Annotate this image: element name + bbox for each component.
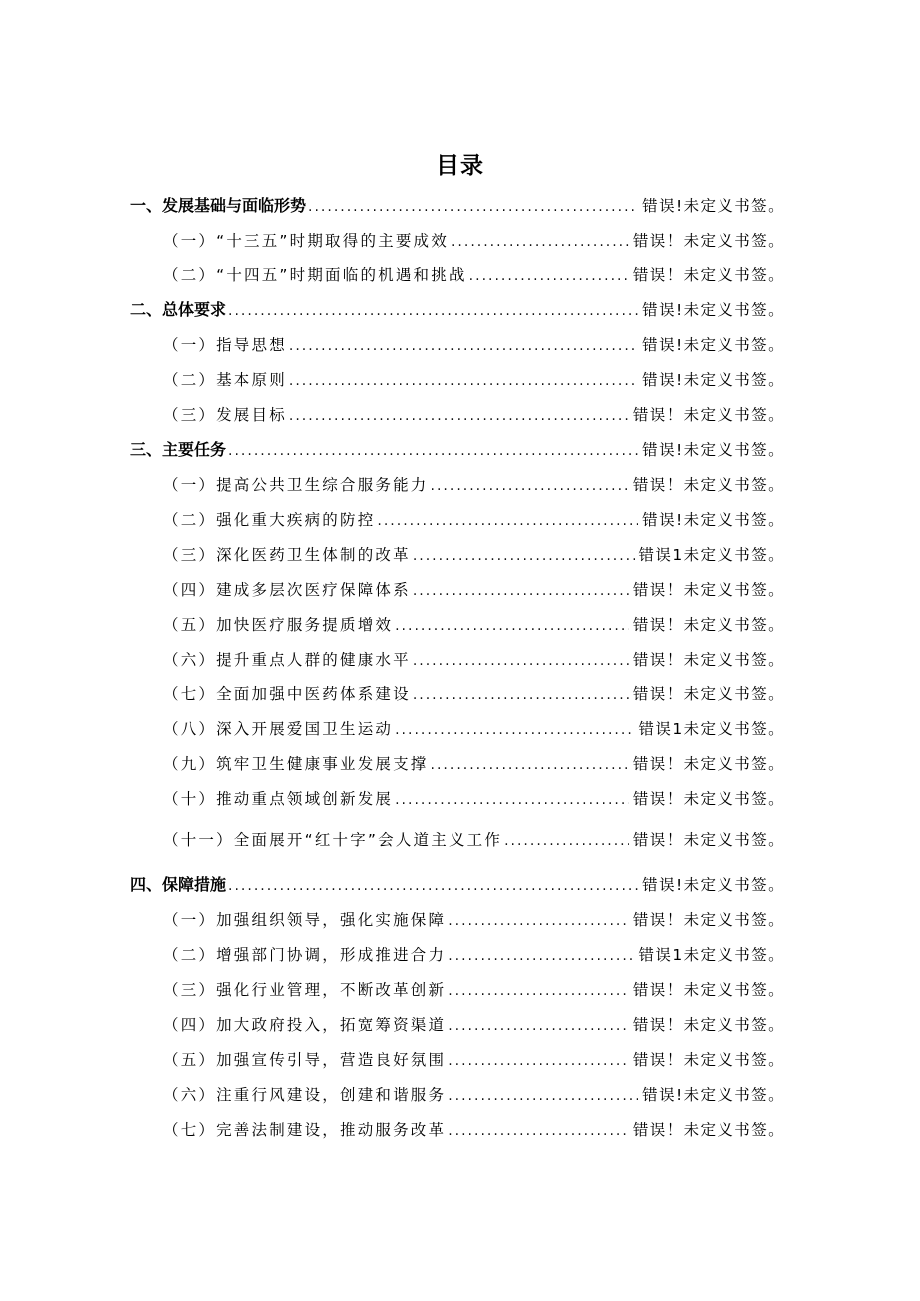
- toc-page-reference: 错误1未定义书签。: [638, 946, 785, 964]
- toc-page-reference: 错误！未定义书签。: [632, 1121, 785, 1139]
- toc-dot-leader: [228, 438, 638, 464]
- toc-dot-leader: [413, 648, 629, 674]
- toc-dot-leader: [289, 333, 638, 359]
- toc-subsection-item[interactable]: [163, 402, 785, 428]
- toc-dot-leader: [413, 543, 635, 569]
- toc-entry-text: （一）加强组织领导，强化实施保障: [163, 911, 447, 929]
- toc-dot-leader: [504, 828, 629, 854]
- toc-dot-leader: [289, 403, 629, 429]
- toc-entry-text: （一）提高公共卫生综合服务能力: [163, 476, 429, 494]
- toc-dot-leader: [308, 194, 638, 220]
- toc-dot-leader: [448, 1118, 629, 1144]
- toc-entry-text: （十）推动重点领域创新发展: [163, 790, 394, 808]
- toc-page-reference: 错误！未定义书签。: [632, 616, 785, 634]
- toc-subsection-item[interactable]: [163, 472, 785, 498]
- toc-page-reference: 错误!未定义书签。: [642, 1086, 785, 1104]
- toc-page-reference: 错误！未定义书签。: [632, 911, 785, 929]
- toc-subsection-item[interactable]: [163, 647, 785, 673]
- toc-dot-leader: [469, 263, 629, 289]
- toc-subsection-item[interactable]: [163, 786, 785, 812]
- toc-dot-leader: [448, 978, 629, 1004]
- toc-entry-text: 二、总体要求: [130, 300, 227, 319]
- toc-page-reference: 错误！未定义书签。: [632, 981, 785, 999]
- toc-entry-text: （六）注重行风建设，创建和谐服务: [163, 1086, 447, 1104]
- toc-subsection-item[interactable]: [163, 228, 785, 254]
- toc-page-reference: 错误！未定义书签。: [632, 232, 785, 250]
- toc-dot-leader: [448, 1083, 638, 1109]
- toc-entry-text: （七）完善法制建设，推动服务改革: [163, 1121, 447, 1139]
- toc-page-reference: 错误!未定义书签。: [642, 371, 785, 389]
- toc-page-reference: 错误!未定义书签。: [642, 301, 785, 319]
- toc-page-reference: 错误！未定义书签。: [632, 1016, 785, 1034]
- toc-entry-text: （六）提升重点人群的健康水平: [163, 651, 411, 669]
- toc-page-reference: 错误！未定义书签。: [632, 266, 785, 284]
- toc-subsection-item[interactable]: [163, 1117, 785, 1143]
- toc-page-reference: 错误1未定义书签。: [638, 546, 785, 564]
- toc-dot-leader: [228, 873, 638, 899]
- toc-page-reference: 错误！未定义书签。: [632, 755, 785, 773]
- toc-dot-leader: [451, 229, 629, 255]
- toc-entry-text: （一）指导思想: [163, 336, 287, 354]
- toc-entry-text: 一、发展基础与面临形势: [130, 196, 307, 215]
- toc-subsection-item[interactable]: [163, 751, 785, 777]
- toc-subsection-item[interactable]: [163, 542, 785, 568]
- toc-dot-leader: [289, 368, 638, 394]
- toc-entry-text: （四）建成多层次医疗保障体系: [163, 581, 411, 599]
- toc-page-reference: 错误！未定义书签。: [632, 790, 785, 808]
- toc-page-reference: 错误！未定义书签。: [632, 406, 785, 424]
- toc-page-reference: 错误!未定义书签。: [642, 197, 785, 215]
- toc-subsection-item[interactable]: [163, 942, 785, 968]
- toc-subsection-item[interactable]: [163, 1047, 785, 1073]
- toc-page-reference: 错误！未定义书签。: [632, 831, 785, 849]
- toc-entry-text: （八）深入开展爱国卫生运动: [163, 720, 394, 738]
- toc-title: 目录: [436, 153, 484, 179]
- toc-page-reference: 错误！未定义书签。: [632, 685, 785, 703]
- toc-entry-text: （十一）全面展开“红十字”会人道主义工作: [163, 831, 503, 849]
- toc-dot-leader: [431, 473, 629, 499]
- toc-section-heading[interactable]: [130, 297, 785, 323]
- toc-page-reference: 错误!未定义书签。: [642, 876, 785, 894]
- toc-page-reference: 错误！未定义书签。: [632, 581, 785, 599]
- toc-subsection-item[interactable]: [163, 1082, 785, 1108]
- toc-dot-leader: [395, 717, 634, 743]
- toc-entry-text: 三、主要任务: [130, 440, 227, 459]
- toc-page-reference: 错误！未定义书签。: [632, 651, 785, 669]
- toc-subsection-item[interactable]: [163, 577, 785, 603]
- toc-page-reference: 错误！未定义书签。: [632, 1051, 785, 1069]
- toc-entry-text: 四、保障措施: [130, 875, 227, 894]
- toc-dot-leader: [413, 578, 629, 604]
- toc-subsection-item[interactable]: [163, 716, 785, 742]
- toc-subsection-item[interactable]: [163, 681, 785, 707]
- toc-subsection-item[interactable]: [163, 367, 785, 393]
- toc-subsection-item[interactable]: [163, 507, 785, 533]
- toc-dot-leader: [228, 298, 638, 324]
- toc-section-heading[interactable]: [130, 437, 785, 463]
- toc-entry-text: （九）筑牢卫生健康事业发展支撑: [163, 755, 429, 773]
- toc-section-heading[interactable]: [130, 872, 785, 898]
- toc-entry-text: （五）加快医疗服务提质增效: [163, 616, 394, 634]
- toc-entry-text: （四）加大政府投入，拓宽筹资渠道: [163, 1016, 447, 1034]
- toc-dot-leader: [413, 682, 629, 708]
- toc-page-reference: 错误!未定义书签。: [642, 511, 785, 529]
- toc-page-reference: 错误1未定义书签。: [638, 720, 785, 738]
- toc-entry-text: （一）“十三五”时期取得的主要成效: [163, 232, 449, 250]
- toc-dot-leader: [395, 613, 629, 639]
- toc-entry-text: （二）基本原则: [163, 371, 287, 389]
- toc-page-reference: 错误!未定义书签。: [642, 336, 785, 354]
- toc-subsection-item[interactable]: [163, 1012, 785, 1038]
- toc-subsection-item[interactable]: [163, 977, 785, 1003]
- toc-entry-text: （二）增强部门协调，形成推进合力: [163, 946, 447, 964]
- toc-entry-text: （三）发展目标: [163, 406, 287, 424]
- toc-section-heading[interactable]: [130, 193, 785, 219]
- toc-subsection-item[interactable]: [163, 332, 785, 358]
- toc-entry-text: （三）强化行业管理，不断改革创新: [163, 981, 447, 999]
- toc-subsection-item[interactable]: [163, 907, 785, 933]
- toc-entry-text: （五）加强宣传引导，营造良好氛围: [163, 1051, 447, 1069]
- toc-dot-leader: [431, 752, 629, 778]
- toc-subsection-item[interactable]: [163, 612, 785, 638]
- toc-dot-leader: [448, 1048, 629, 1074]
- toc-subsection-item[interactable]: [163, 262, 785, 288]
- toc-page-reference: 错误！未定义书签。: [632, 476, 785, 494]
- toc-dot-leader: [448, 1013, 629, 1039]
- toc-entry-text: （三）深化医药卫生体制的改革: [163, 546, 411, 564]
- toc-subsection-item[interactable]: [163, 827, 785, 853]
- toc-entry-text: （二）“十四五”时期面临的机遇和挑战: [163, 266, 467, 284]
- toc-page-reference: 错误!未定义书签。: [642, 441, 785, 459]
- toc-entry-text: （二）强化重大疾病的防控: [163, 511, 376, 529]
- toc-dot-leader: [448, 943, 634, 969]
- toc-dot-leader: [395, 787, 629, 813]
- toc-dot-leader: [377, 508, 638, 534]
- toc-dot-leader: [448, 908, 629, 934]
- toc-entry-text: （七）全面加强中医药体系建设: [163, 685, 411, 703]
